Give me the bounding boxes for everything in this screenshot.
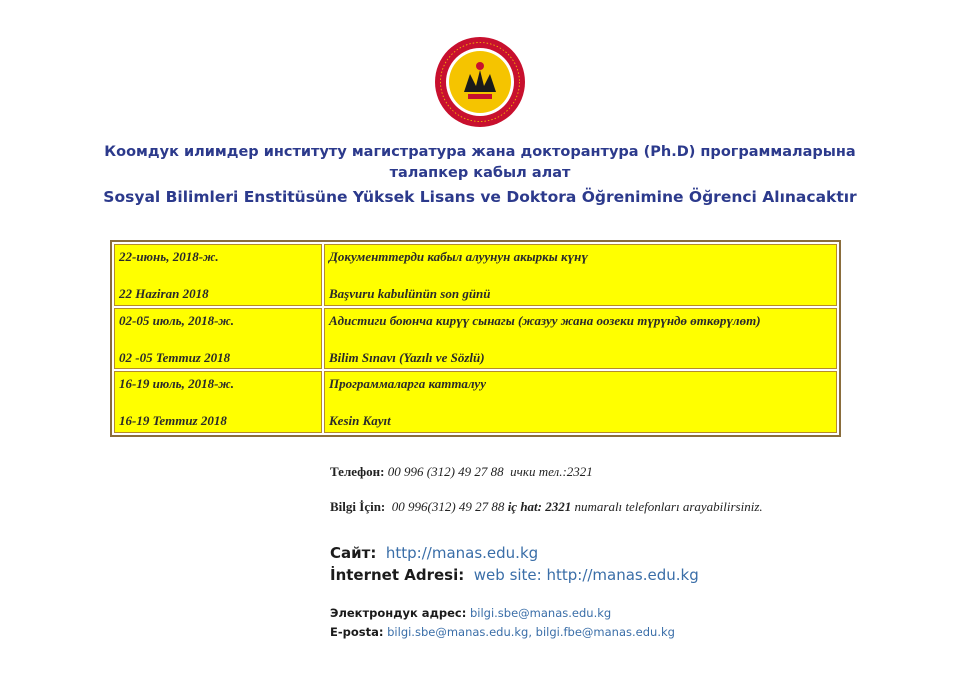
event-tr: Kesin Kayıt — [329, 413, 391, 429]
date-cell — [114, 308, 322, 370]
internet-line — [330, 566, 699, 584]
email-tr-label: E-posta: — [330, 625, 384, 639]
email-tr-link[interactable]: bilgi.sbe@manas.edu.kg, bilgi.fbe@manas.edu.kg — [387, 625, 675, 639]
event-tr: Bilim Sınavı (Yazılı ve Sözlü) — [329, 349, 485, 365]
date-ky: 22-июнь, 2018-ж. — [119, 249, 219, 264]
event-cell — [324, 308, 837, 370]
event-ky: Адистиги боюнча кирүү сынагы (жазуу жана оозеки түрүндө өткөрүлөт) — [329, 312, 761, 328]
phone-line — [330, 464, 593, 480]
email-tr-line — [330, 625, 675, 639]
page-title-line-1: Коомдук илимдер институту магистратура жана докторантура (Ph.D) программаларына — [104, 144, 856, 160]
info-number: 00 996(312) 49 27 88 — [391, 499, 505, 514]
site-line — [330, 544, 538, 562]
phone-label: Телефон: — [330, 464, 385, 479]
page-title-line-2: талапкер кабыл алат — [389, 165, 571, 181]
email-ky-line — [330, 606, 611, 620]
info-suffix: numaralı telefonları arayabilirsiniz. — [574, 499, 763, 514]
date-ky: 02-05 июль, 2018-ж. — [119, 312, 235, 328]
date-tr: 22 Haziran 2018 — [119, 286, 209, 301]
date-tr: 16-19 Temmuz 2018 — [119, 413, 227, 429]
date-tr: 02 -05 Temmuz 2018 — [119, 349, 231, 365]
table-row — [114, 308, 837, 370]
schedule-table — [110, 240, 841, 437]
logo-emblem-base — [468, 94, 492, 99]
date-cell — [114, 244, 322, 306]
phone-number: 00 996 (312) 49 27 88 — [387, 464, 504, 479]
site-link[interactable]: http://manas.edu.kg — [385, 544, 539, 562]
event-cell — [324, 371, 837, 433]
internet-link[interactable]: web site: http://manas.edu.kg — [473, 566, 699, 584]
table-row — [114, 371, 837, 433]
page-title-line-3: Sosyal Bilimleri Enstitüsüne Yüksek Lisans ve Doktora Öğrenimine Öğrenci Alınacaktır — [103, 188, 857, 206]
date-ky: 16-19 июль, 2018-ж. — [119, 376, 235, 392]
university-logo — [434, 36, 526, 128]
info-ext: iç hat: 2321 — [507, 499, 572, 514]
phone-extension: ички тел.:2321 — [510, 464, 593, 479]
date-cell — [114, 371, 322, 433]
event-cell — [324, 244, 837, 306]
logo-emblem-dot — [476, 62, 484, 70]
site-label: Сайт: — [330, 544, 377, 562]
table-row — [114, 244, 837, 306]
email-ky-label: Электрондук адрес: — [330, 606, 467, 620]
event-ky: Программаларга катталуу — [329, 376, 486, 392]
event-ky: Документтерди кабыл алуунун акыркы күнү — [329, 249, 588, 264]
internet-label: İnternet Adresi: — [330, 566, 465, 584]
info-label: Bilgi İçin: — [330, 499, 386, 514]
info-line — [330, 499, 763, 515]
email-ky-link[interactable]: bilgi.sbe@manas.edu.kg — [469, 606, 612, 620]
event-tr: Başvuru kabulünün son günü — [329, 286, 491, 301]
